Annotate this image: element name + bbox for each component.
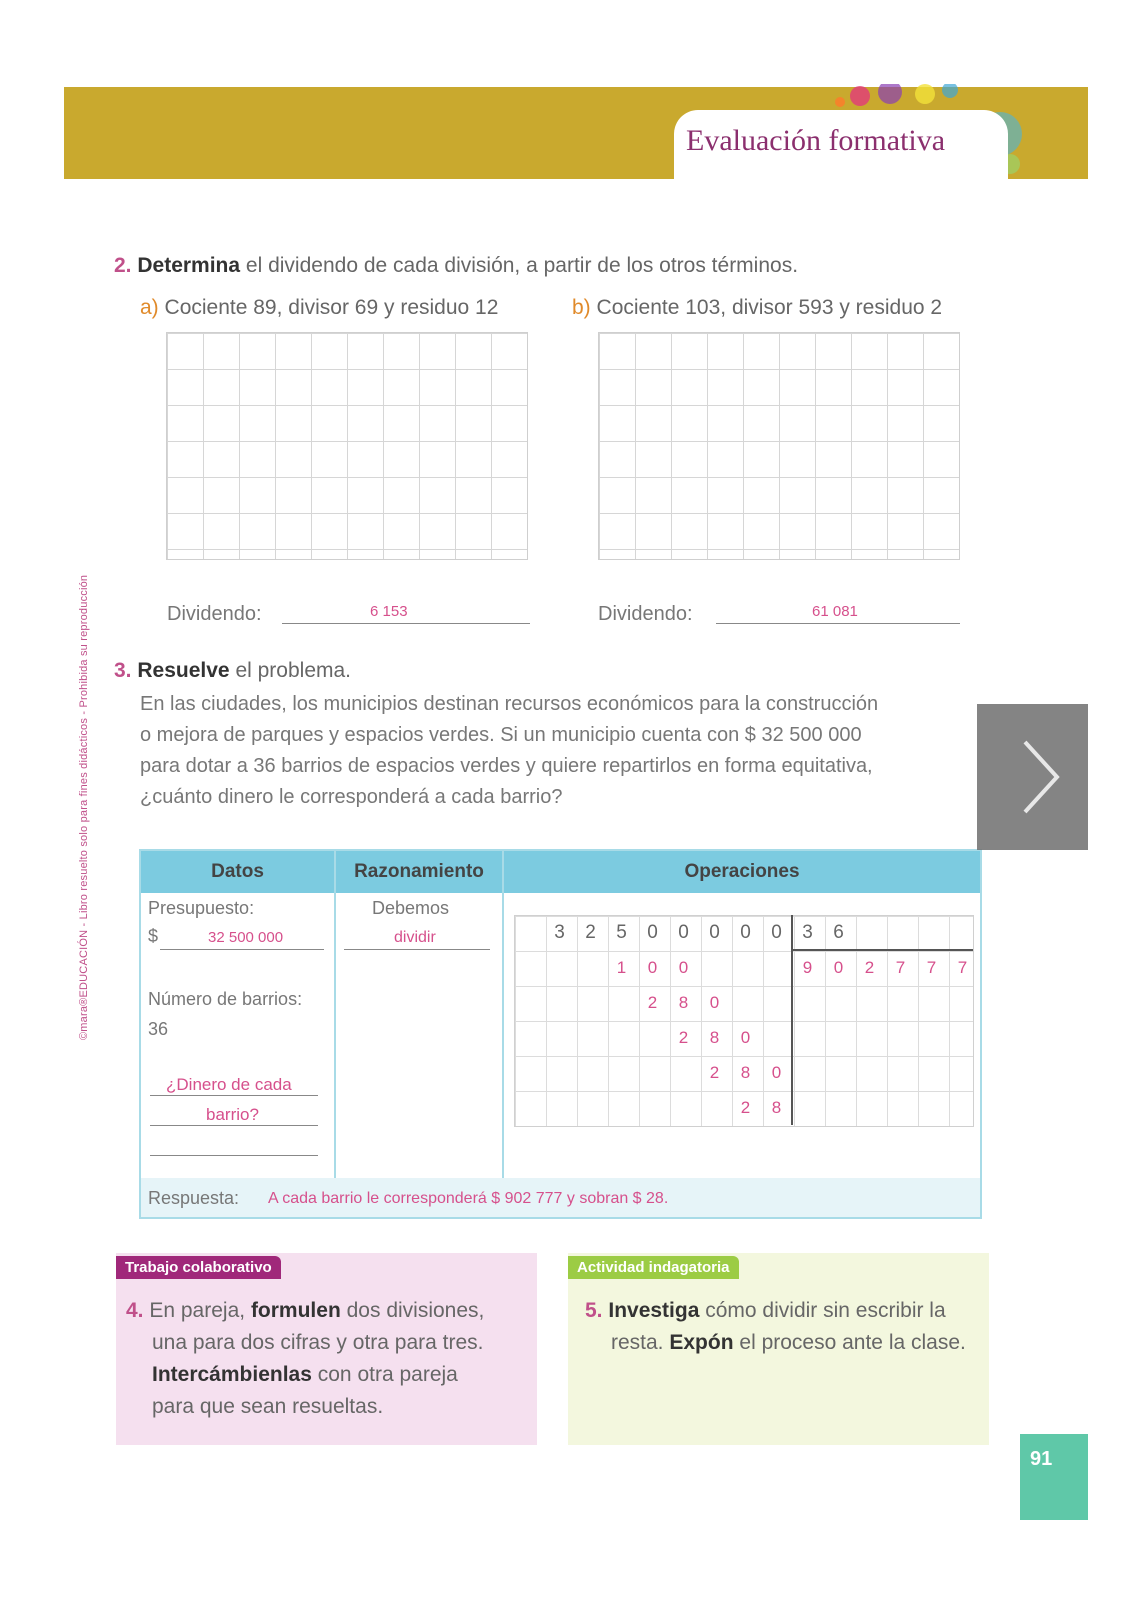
q5-t2: resta. bbox=[611, 1331, 664, 1354]
q5-number: 5. bbox=[585, 1299, 603, 1322]
quotient-digit: 7 bbox=[957, 958, 968, 977]
quotient-digit: 2 bbox=[864, 958, 875, 977]
q3-line: o mejora de parques y espacios verdes. Si un municipio cuenta con $ 32 500 000 bbox=[140, 724, 862, 746]
dividend-digit: 3 bbox=[554, 922, 565, 943]
q4-t2: dos divisiones, bbox=[346, 1299, 485, 1322]
q3-line: para dotar a 36 barrios de espacios verdes y quiere repartirlos en forma equitativa, bbox=[140, 755, 873, 777]
question-line2: barrio? bbox=[206, 1105, 259, 1124]
dividend-digit: 0 bbox=[771, 922, 782, 943]
q4-number: 4. bbox=[126, 1299, 144, 1322]
step-digit: 8 bbox=[771, 1098, 782, 1117]
question-field-line3[interactable] bbox=[150, 1133, 318, 1156]
dividend-digit: 2 bbox=[585, 922, 596, 943]
collaborative-tag: Trabajo colaborativo bbox=[116, 1256, 281, 1279]
q2a-dividend-answer: 6 153 bbox=[370, 603, 408, 620]
step-digit: 0 bbox=[740, 1028, 751, 1047]
question-line1: ¿Dinero de cada bbox=[166, 1075, 292, 1094]
respuesta-label: Respuesta: bbox=[148, 1188, 240, 1208]
step-digit: 0 bbox=[678, 958, 689, 977]
q3-problem-text bbox=[140, 689, 985, 813]
dollar-sign: $ bbox=[148, 926, 159, 946]
respuesta-value[interactable]: A cada barrio le corresponderá $ 902 777 y sobran $ 28. bbox=[268, 1190, 669, 1207]
step-digit: 2 bbox=[647, 993, 658, 1012]
division-bar-vertical bbox=[791, 915, 793, 1125]
q3-text: el problema. bbox=[235, 659, 351, 682]
q2-verb: Determina bbox=[137, 254, 241, 277]
copyright-side-text: ©mara®EDUCACIÓN - Libro resuelto solo para fines didácticos - Prohibida su reproducción bbox=[78, 574, 90, 1040]
quotient-digit: 7 bbox=[926, 958, 937, 977]
q2b-text: Cociente 103, divisor 593 y residuo 2 bbox=[596, 296, 943, 319]
q3-line: ¿cuánto dinero le corresponderá a cada barrio? bbox=[140, 786, 563, 808]
q2a-dividend-field[interactable] bbox=[282, 601, 530, 624]
dividend-digit: 0 bbox=[678, 922, 689, 943]
column-divider bbox=[334, 851, 336, 1178]
q2b-letter: b) bbox=[572, 296, 591, 319]
step-digit: 2 bbox=[740, 1098, 751, 1117]
presupuesto-value: 32 500 000 bbox=[208, 929, 284, 946]
razonamiento-label: Debemos bbox=[372, 898, 450, 918]
question-field-line1[interactable] bbox=[150, 1073, 318, 1096]
q4-t4: con otra pareja bbox=[317, 1363, 458, 1386]
barrios-label: Número de barrios: bbox=[148, 989, 303, 1009]
q2b-dividend-label: Dividendo: bbox=[598, 603, 693, 625]
step-digit: 0 bbox=[647, 958, 658, 977]
chevron-right-icon bbox=[977, 704, 1088, 850]
q3-number: 3. bbox=[114, 659, 132, 682]
column-divider bbox=[502, 851, 504, 1178]
q4-text bbox=[126, 1295, 522, 1423]
step-digit: 8 bbox=[709, 1028, 720, 1047]
dividend-digit: 5 bbox=[616, 922, 627, 943]
q2b-prompt bbox=[572, 296, 942, 320]
q5-t1: cómo dividir sin escribir la bbox=[705, 1299, 946, 1322]
q2-statement bbox=[114, 254, 798, 278]
q2a-dividend-label: Dividendo: bbox=[167, 603, 262, 625]
header-datos: Datos bbox=[211, 861, 264, 882]
header-razonamiento: Razonamiento bbox=[354, 861, 484, 882]
operations-grid[interactable] bbox=[514, 915, 974, 1127]
step-digit: 2 bbox=[678, 1028, 689, 1047]
q5-text bbox=[585, 1295, 981, 1359]
q2-text: el dividendo de cada división, a partir de los otros términos. bbox=[245, 254, 799, 277]
q3-verb: Resuelve bbox=[137, 659, 230, 682]
q4-verb-intercambienlas: Intercámbienlas bbox=[152, 1363, 312, 1386]
q2a-letter: a) bbox=[140, 296, 159, 319]
q3-statement bbox=[114, 659, 351, 683]
dividend-digit: 0 bbox=[647, 922, 658, 943]
dividend-digit: 0 bbox=[740, 922, 751, 943]
inquiry-tag: Actividad indagatoria bbox=[568, 1256, 739, 1279]
page-number: 91 bbox=[1020, 1434, 1088, 1520]
q5-t3: el proceso ante la clase. bbox=[739, 1331, 966, 1354]
divisor-digit: 6 bbox=[833, 922, 844, 943]
step-digit: 8 bbox=[678, 993, 689, 1012]
page-title: Evaluación formativa bbox=[686, 124, 946, 157]
q2b-work-grid[interactable] bbox=[598, 332, 960, 560]
barrios-value: 36 bbox=[148, 1019, 169, 1039]
header-operaciones: Operaciones bbox=[684, 861, 800, 882]
q5-verb-investiga: Investiga bbox=[608, 1299, 700, 1322]
q4-t5: para que sean resueltas. bbox=[152, 1395, 384, 1418]
quotient-digit: 7 bbox=[895, 958, 906, 977]
next-page-button[interactable] bbox=[977, 704, 1088, 850]
q4-verb-formulen: formulen bbox=[250, 1299, 341, 1322]
q4-t1: En pareja, bbox=[149, 1299, 246, 1322]
step-digit: 0 bbox=[709, 993, 720, 1012]
q5-verb-expon: Expón bbox=[669, 1331, 734, 1354]
q3-line: En las ciudades, los municipios destinan recursos económicos para la construcción bbox=[140, 693, 879, 715]
quotient-digit: 9 bbox=[802, 958, 813, 977]
q2a-prompt bbox=[140, 296, 498, 320]
step-digit: 8 bbox=[740, 1063, 751, 1082]
presupuesto-label: Presupuesto: bbox=[148, 898, 255, 918]
razonamiento-answer: dividir bbox=[394, 929, 436, 946]
q2a-text: Cociente 89, divisor 69 y residuo 12 bbox=[164, 296, 499, 319]
razonamiento-field[interactable] bbox=[344, 929, 490, 950]
quotient-digit: 0 bbox=[833, 958, 844, 977]
question-field-line2[interactable] bbox=[150, 1103, 318, 1126]
q2a-work-grid[interactable] bbox=[166, 332, 528, 560]
divisor-digit: 3 bbox=[802, 922, 813, 943]
step-digit: 0 bbox=[771, 1063, 782, 1082]
step-digit: 2 bbox=[709, 1063, 720, 1082]
q2b-dividend-field[interactable] bbox=[716, 601, 960, 624]
division-bar-horizontal bbox=[791, 949, 973, 951]
step-digit: 1 bbox=[616, 958, 627, 977]
q2b-dividend-answer: 61 081 bbox=[812, 603, 858, 620]
dividend-digit: 0 bbox=[709, 922, 720, 943]
q4-t3: una para dos cifras y otra para tres. bbox=[152, 1331, 484, 1354]
q2-number: 2. bbox=[114, 254, 132, 277]
presupuesto-field[interactable] bbox=[160, 929, 324, 950]
